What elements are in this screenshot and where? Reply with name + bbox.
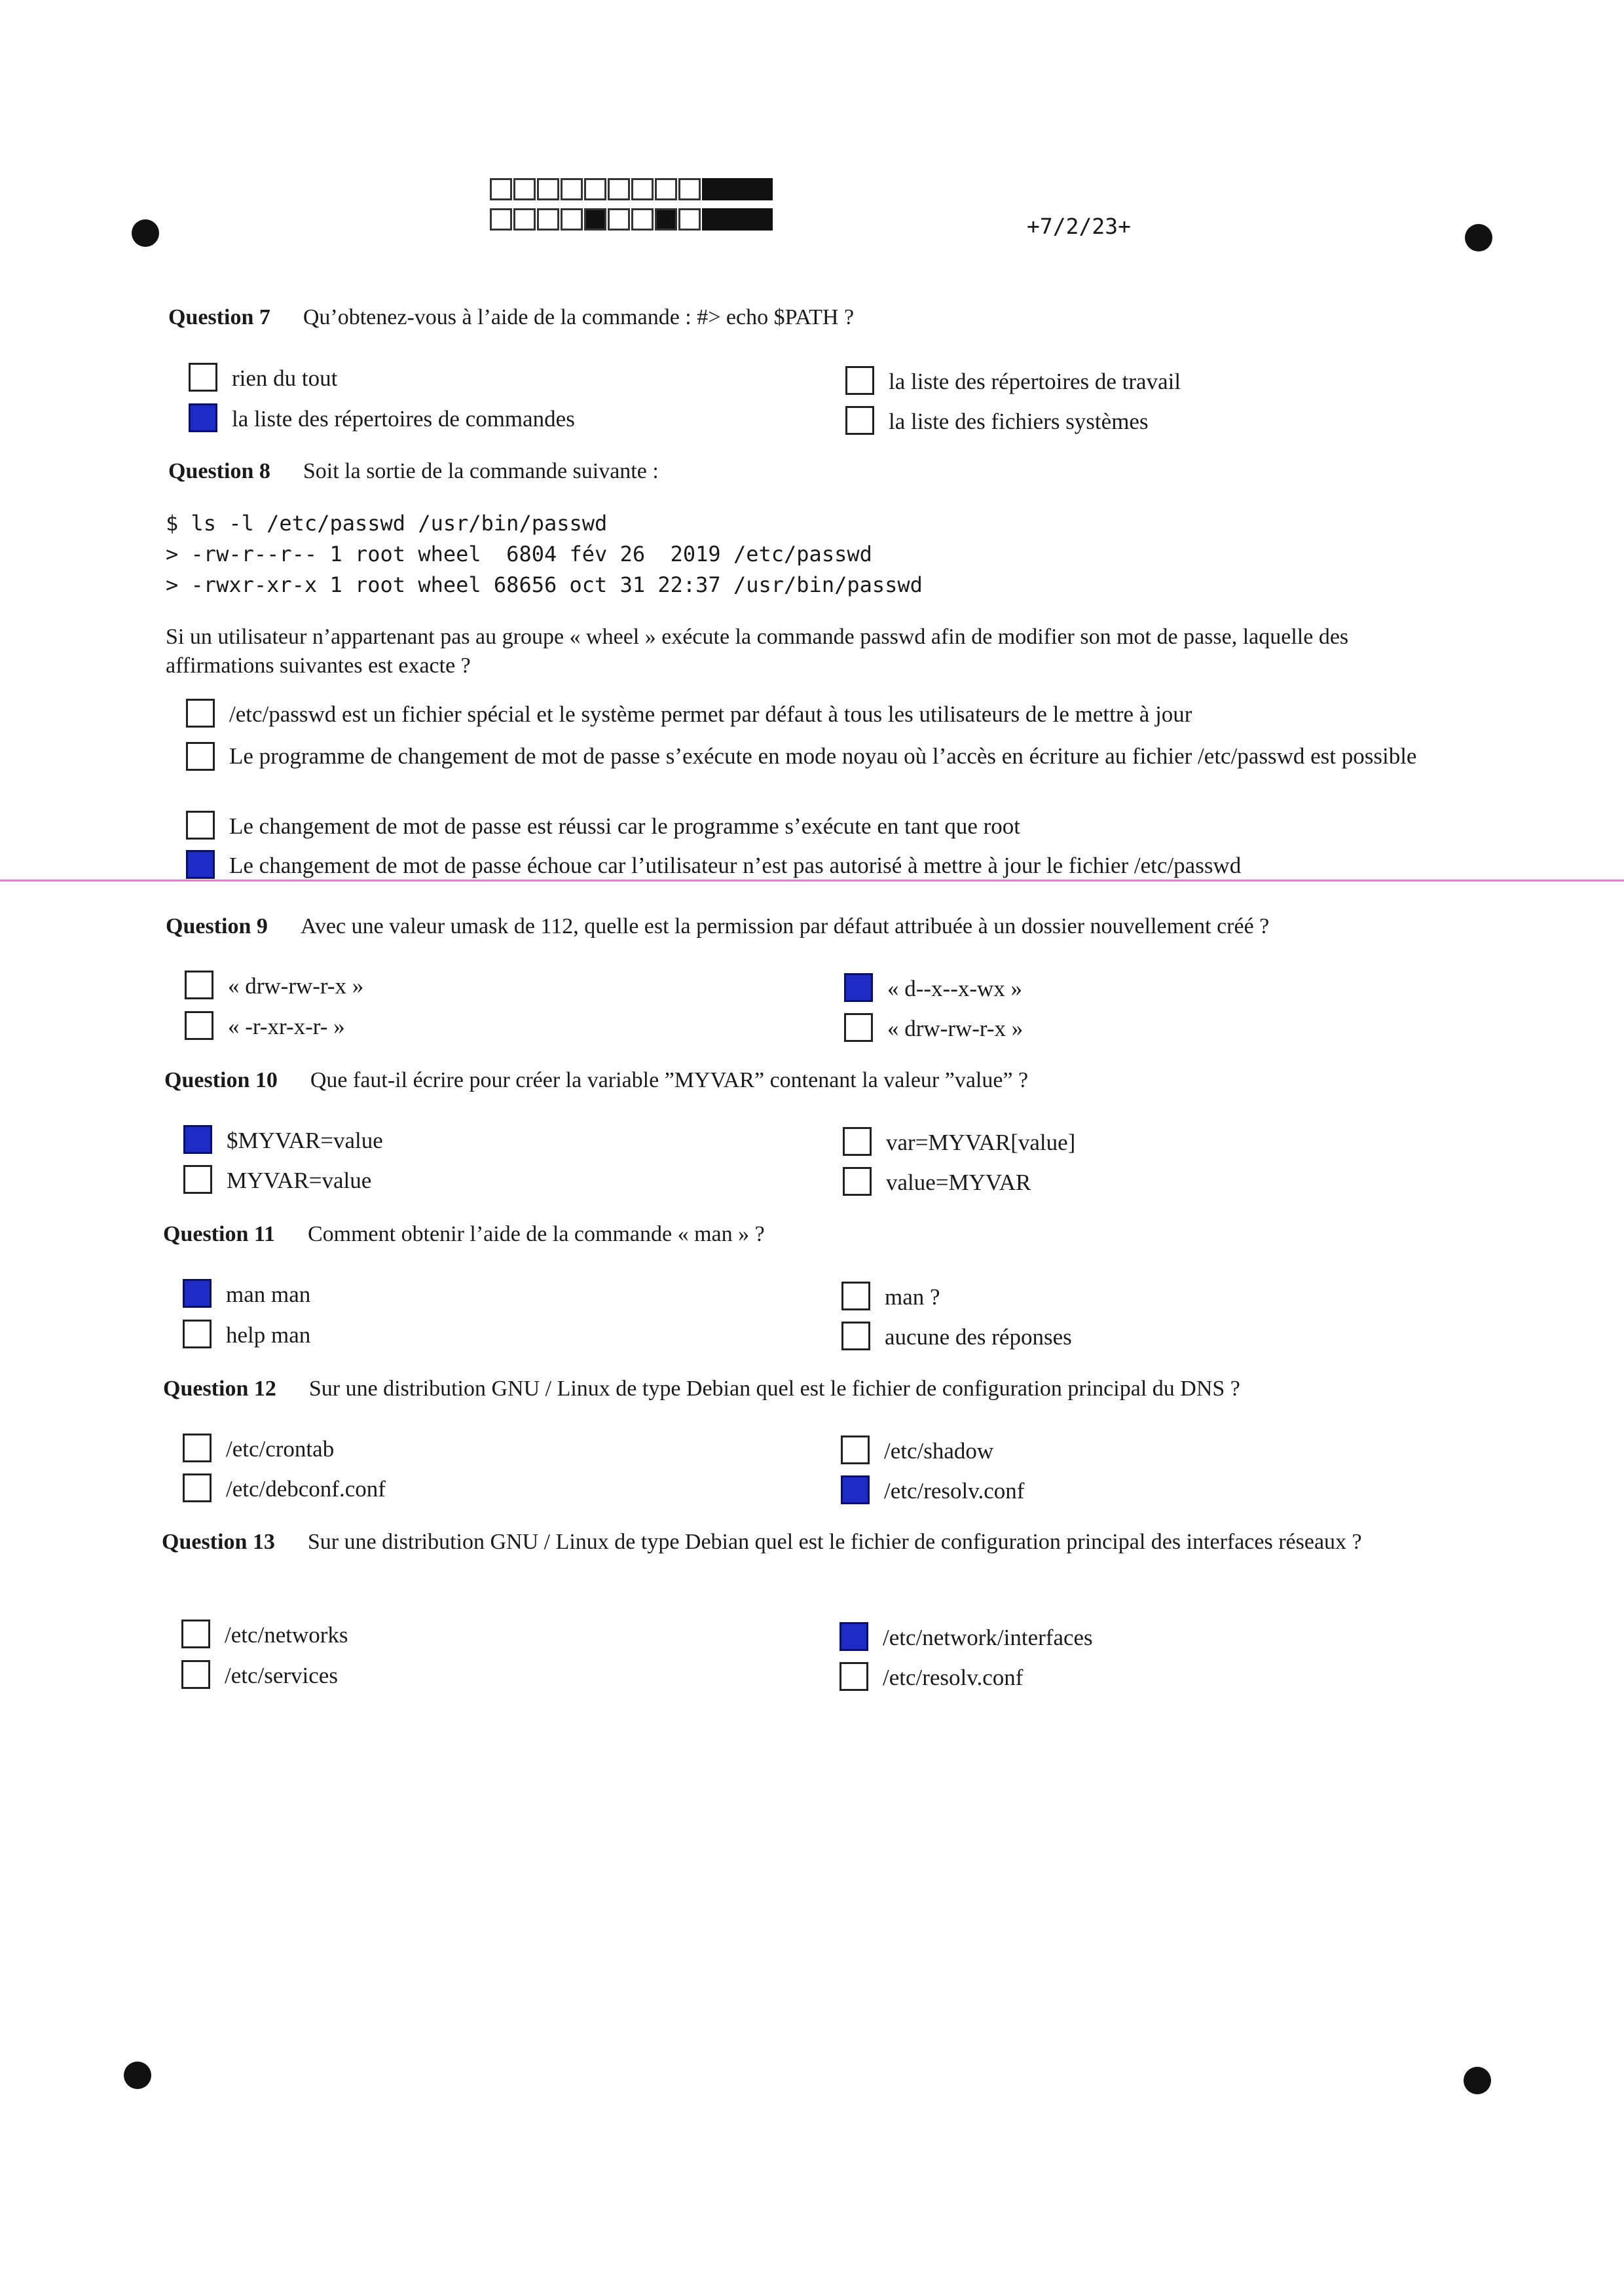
q8-option-3[interactable] [186,813,1020,840]
code-cell [655,208,677,231]
option-label: « drw-rw-r-x » [228,973,364,999]
code-block [702,208,773,231]
registration-mark-bottom-left [124,2062,151,2089]
question-8-header [168,459,659,484]
checkbox[interactable] [186,850,215,879]
checkbox[interactable] [183,1125,212,1154]
q8-option-1[interactable] [186,701,1192,728]
checkbox[interactable] [844,1013,873,1042]
option-label: rien du tout [232,365,338,391]
code-cell [561,178,583,200]
checkbox[interactable] [183,1279,212,1308]
command-output-line-1: $ ls -l /etc/passwd /usr/bin/passwd [166,511,608,536]
q13-option-4[interactable] [840,1665,1023,1691]
option-label: « drw-rw-r-x » [887,1016,1024,1041]
question-label: Question 10 [164,1068,278,1092]
q13-option-2[interactable] [181,1663,338,1689]
command-output-line-3: > -rwxr-xr-x 1 root wheel 68656 oct 31 22:37 /usr/bin/passwd [166,572,923,597]
option-label: Le changement de mot de passe échoue car l’utilisateur n’est pas autorisé à mettre à jour le fichier /etc/passwd [229,853,1242,878]
question-label: Question 7 [168,305,270,329]
q13-option-3[interactable] [840,1625,1093,1651]
option-label: /etc/debconf.conf [226,1476,386,1502]
header-code-row-1 [490,178,773,200]
question-8-prompt: Si un utilisateur n’appartenant pas au groupe « wheel » exécute la commande passwd afin de modifier son mot de passe, laquelle des affirmations suivantes est exacte ? [166,625,1349,678]
option-label: /etc/resolv.conf [883,1665,1024,1690]
checkbox[interactable] [845,406,874,435]
option-label: aucune des réponses [885,1324,1072,1350]
checkbox[interactable] [189,403,217,432]
code-cell [561,208,583,231]
option-label: MYVAR=value [227,1168,372,1193]
q9-option-4[interactable] [844,1016,1023,1042]
code-cell [537,178,559,200]
q9-option-1[interactable] [185,973,363,999]
checkbox[interactable] [840,1622,868,1651]
option-label: Le changement de mot de passe est réussi car le programme s’exécute en tant que root [229,813,1020,839]
checkbox[interactable] [841,1475,870,1504]
checkbox[interactable] [841,1322,870,1350]
registration-mark-top-left [132,219,159,247]
code-cell [631,178,654,200]
option-label: /etc/resolv.conf [884,1478,1025,1504]
checkbox[interactable] [186,742,215,771]
checkbox[interactable] [843,1167,872,1196]
code-cell [490,208,512,231]
page-id: +7/2/23+ [1027,213,1131,239]
code-cell [537,208,559,231]
q9-option-3[interactable] [844,976,1022,1002]
q12-option-4[interactable] [841,1478,1024,1504]
q12-option-2[interactable] [183,1476,386,1502]
command-output-line-2: > -rw-r--r-- 1 root wheel 6804 fév 26 2019 /etc/passwd [166,542,872,566]
q11-option-3[interactable] [841,1284,940,1310]
code-block [702,178,773,200]
q10-option-4[interactable] [843,1170,1031,1196]
question-7-header [168,305,854,330]
q10-option-2[interactable] [183,1168,371,1194]
question-text: Qu’obtenez-vous à l’aide de la commande : #> echo $PATH ? [303,305,855,329]
question-text: Soit la sortie de la commande suivante : [303,459,659,483]
option-label: « -r-xr-x-r- » [228,1014,345,1039]
q7-option-4[interactable] [845,409,1149,435]
code-cell [608,208,630,231]
option-label: value=MYVAR [886,1170,1031,1195]
q7-option-2[interactable] [189,406,575,432]
q7-option-3[interactable] [845,369,1181,395]
option-label: /etc/crontab [226,1436,335,1462]
option-label: var=MYVAR[value] [886,1130,1076,1155]
header-code-row-2 [490,208,773,231]
registration-mark-bottom-right [1464,2067,1491,2094]
checkbox[interactable] [189,363,217,392]
option-label: man man [226,1282,311,1307]
checkbox[interactable] [186,811,215,840]
option-label: la liste des répertoires de travail [889,369,1181,394]
code-cell [490,178,512,200]
q10-option-3[interactable] [843,1130,1075,1156]
question-label: Question 11 [163,1222,275,1246]
checkbox[interactable] [185,1011,213,1040]
question-9-header [166,914,1269,939]
question-11-header [163,1222,765,1247]
option-label: la liste des fichiers systèmes [889,409,1149,434]
checkbox[interactable] [844,973,873,1002]
option-label: /etc/services [225,1663,338,1688]
question-12-header [163,1377,1240,1401]
q8-option-4[interactable] [186,853,1241,879]
question-text: Sur une distribution GNU / Linux de type Debian quel est le fichier de configuration principal du DNS ? [308,1377,1240,1401]
q7-option-1[interactable] [189,365,337,392]
question-10-header [164,1068,1028,1093]
question-label: Question 12 [163,1377,276,1401]
question-text: Avec une valeur umask de 112, quelle est la permission par défaut attribuée à un dossier nouvellement créé ? [300,914,1270,938]
checkbox[interactable] [840,1662,868,1691]
q11-option-1[interactable] [183,1282,310,1308]
question-13-header [162,1528,1462,1557]
option-label: man ? [885,1284,940,1310]
q12-option-3[interactable] [841,1438,993,1464]
checkbox[interactable] [185,971,213,999]
code-cell [608,178,630,200]
checkbox[interactable] [183,1434,212,1462]
scan-artifact-line [0,880,1624,881]
checkbox[interactable] [845,366,874,395]
question-label: Question 9 [166,914,268,938]
registration-mark-top-right [1465,224,1492,251]
q13-option-1[interactable] [181,1622,348,1648]
checkbox[interactable] [181,1660,210,1689]
option-label: /etc/shadow [884,1438,994,1464]
checkbox[interactable] [841,1282,870,1310]
question-label: Question 13 [162,1530,275,1554]
checkbox[interactable] [183,1165,212,1194]
option-label: « d--x--x-wx » [887,976,1023,1001]
question-label: Question 8 [168,459,270,483]
q8-option-2[interactable] [186,742,1469,771]
code-cell [655,178,677,200]
code-cell [513,178,536,200]
q12-option-1[interactable] [183,1436,334,1462]
checkbox[interactable] [181,1620,210,1648]
question-text: Sur une distribution GNU / Linux de type Debian quel est le fichier de configuration principal des interfaces réseaux ? [307,1530,1362,1554]
code-cell [678,208,701,231]
option-label: help man [226,1322,311,1348]
option-label: /etc/network/interfaces [883,1625,1093,1650]
checkbox[interactable] [183,1320,212,1348]
option-label: Le programme de changement de mot de passe s’exécute en mode noyau où l’accès en écriture au fichier /etc/passwd est possible [229,743,1417,769]
option-label: $MYVAR=value [227,1128,383,1153]
code-cell [513,208,536,231]
checkbox[interactable] [186,699,215,728]
code-cell [678,178,701,200]
code-cell [631,208,654,231]
question-text: Comment obtenir l’aide de la commande « man » ? [307,1222,765,1246]
code-cell [584,208,606,231]
q10-option-1[interactable] [183,1128,383,1154]
q11-option-4[interactable] [841,1324,1072,1350]
option-label: /etc/networks [225,1622,348,1648]
checkbox[interactable] [841,1435,870,1464]
question-text: Que faut-il écrire pour créer la variable ”MYVAR” contenant la valeur ”value” ? [310,1068,1029,1092]
checkbox[interactable] [183,1473,212,1502]
code-cell [584,178,606,200]
q11-option-2[interactable] [183,1322,310,1348]
checkbox[interactable] [843,1127,872,1156]
option-label: /etc/passwd est un fichier spécial et le système permet par défaut à tous les utilisateurs de le mettre à jour [229,701,1192,727]
option-label: la liste des répertoires de commandes [232,406,575,432]
q9-option-2[interactable] [185,1014,345,1040]
